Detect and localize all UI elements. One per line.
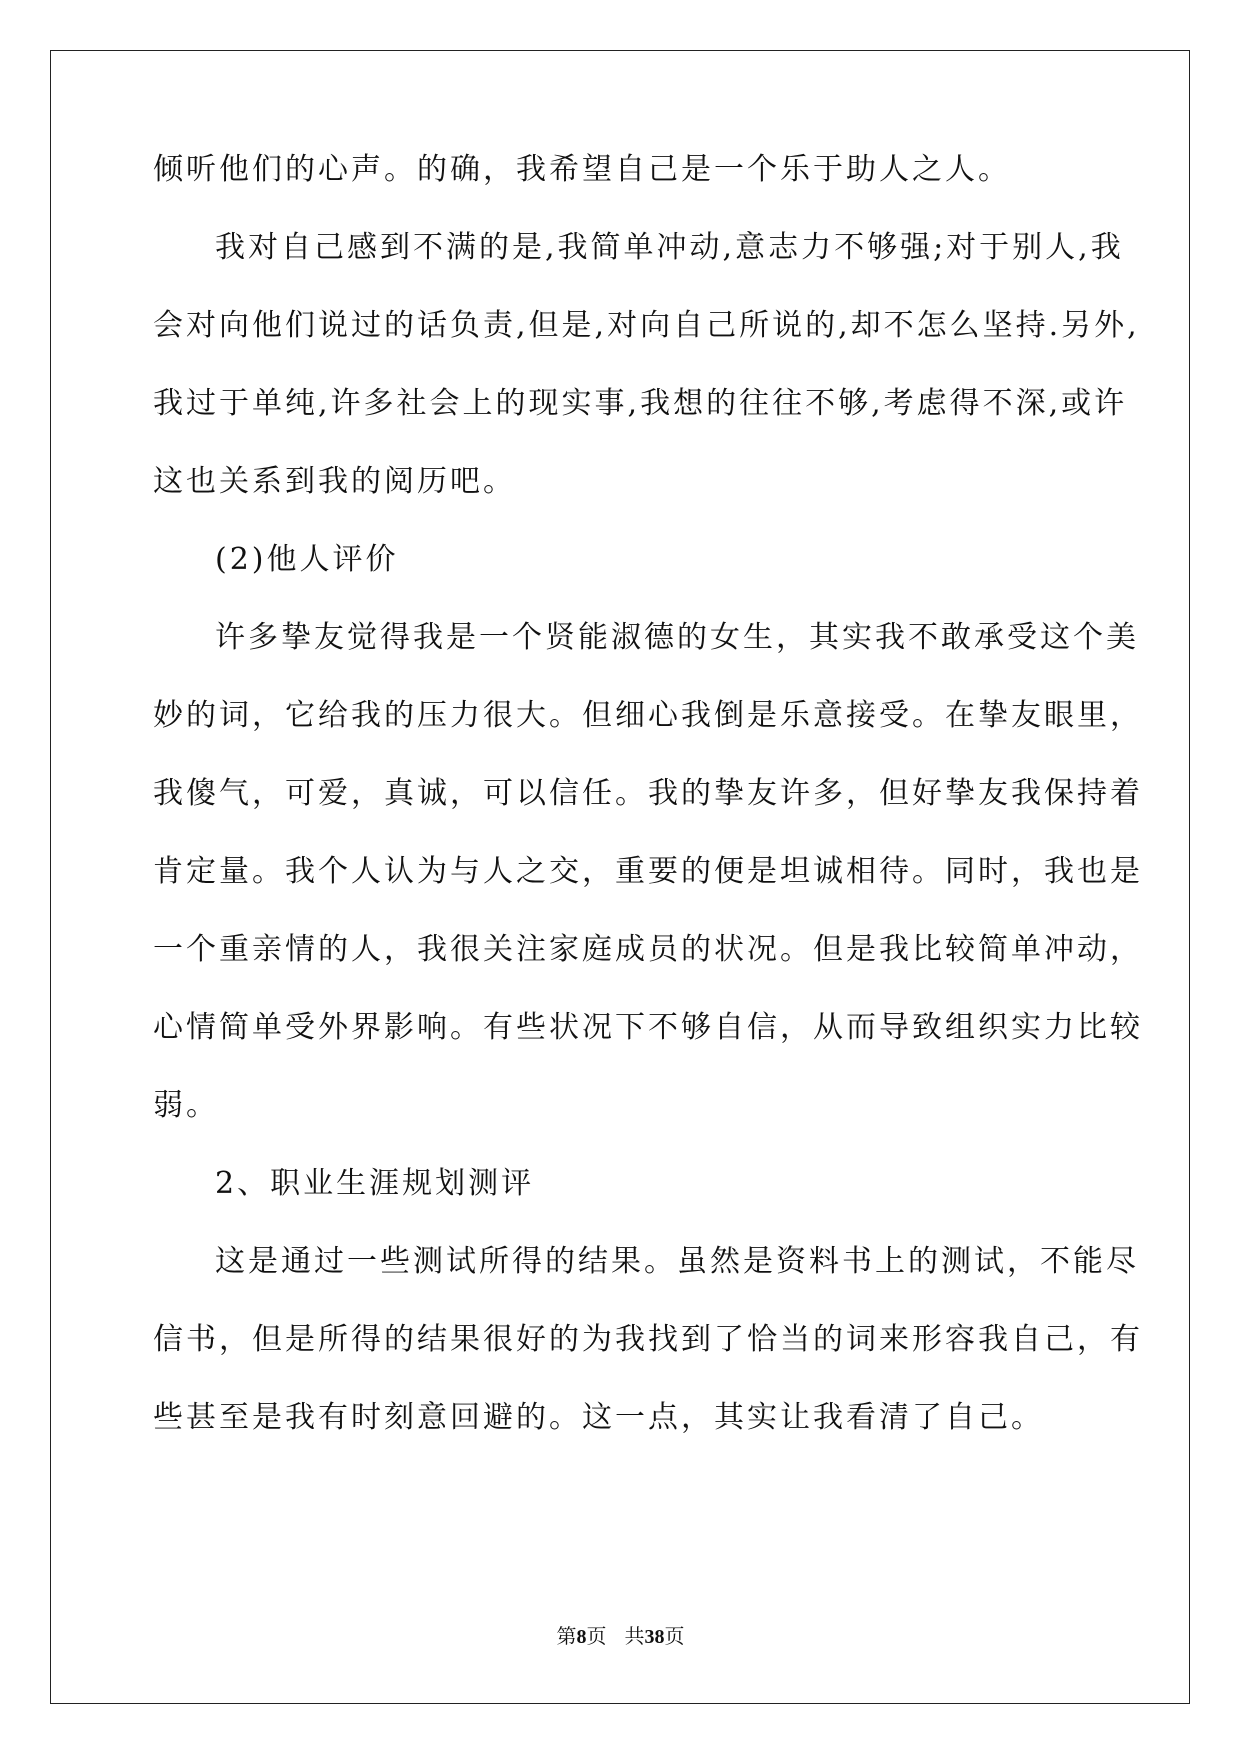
text-line: 我过于单纯,许多社会上的现实事,我想的往往不够,考虑得不深,或许: [153, 386, 1128, 421]
text-line: 妙的词，它给我的压力很大。但细心我倒是乐意接受。在挚友眼里，: [153, 698, 1143, 733]
text-line: 信书，但是所得的结果很好的为我找到了恰当的词来形容我自己，有: [153, 1322, 1143, 1357]
text-line: 这是通过一些测试所得的结果。虽然是资料书上的测试，不能尽: [215, 1244, 1139, 1279]
text-line: 我傻气，可爱，真诚，可以信任。我的挚友许多，但好挚友我保持着: [153, 776, 1143, 811]
footer-total-prefix: 共: [624, 1626, 645, 1648]
text-line: 许多挚友觉得我是一个贤能淑德的女生，其实我不敢承受这个美: [215, 620, 1139, 655]
footer-page-number: 8: [576, 1626, 587, 1648]
footer-total-unit: 页: [664, 1626, 685, 1648]
text-line: 会对向他们说过的话负责,但是,对向自己所说的,却不怎么坚持.另外,: [153, 308, 1140, 343]
page-footer: [0, 1625, 1241, 1649]
text-line: 些甚至是我有时刻意回避的。这一点，其实让我看清了自己。: [153, 1400, 1044, 1435]
text-line: 弱。: [153, 1088, 219, 1123]
footer-page-unit: 页: [586, 1626, 607, 1648]
text-line: 这也关系到我的阅历吧。: [153, 464, 516, 499]
text-line: 肯定量。我个人认为与人之交，重要的便是坦诚相待。同时，我也是: [153, 854, 1143, 889]
text-line: 倾听他们的心声。的确，我希望自己是一个乐于助人之人。: [153, 152, 1011, 187]
text-line: 心情简单受外界影响。有些状况下不够自信，从而导致组织实力比较: [153, 1010, 1143, 1045]
text-line: 我对自己感到不满的是,我简单冲动,意志力不够强;对于别人,我: [215, 230, 1124, 265]
footer-prefix: 第: [556, 1626, 577, 1648]
footer-total-pages: 38: [644, 1626, 665, 1648]
section-heading: (2)他人评价: [215, 542, 399, 577]
text-line: 一个重亲情的人，我很关注家庭成员的状况。但是我比较简单冲动，: [153, 932, 1143, 967]
section-heading: 2、职业生涯规划测评: [215, 1166, 535, 1201]
